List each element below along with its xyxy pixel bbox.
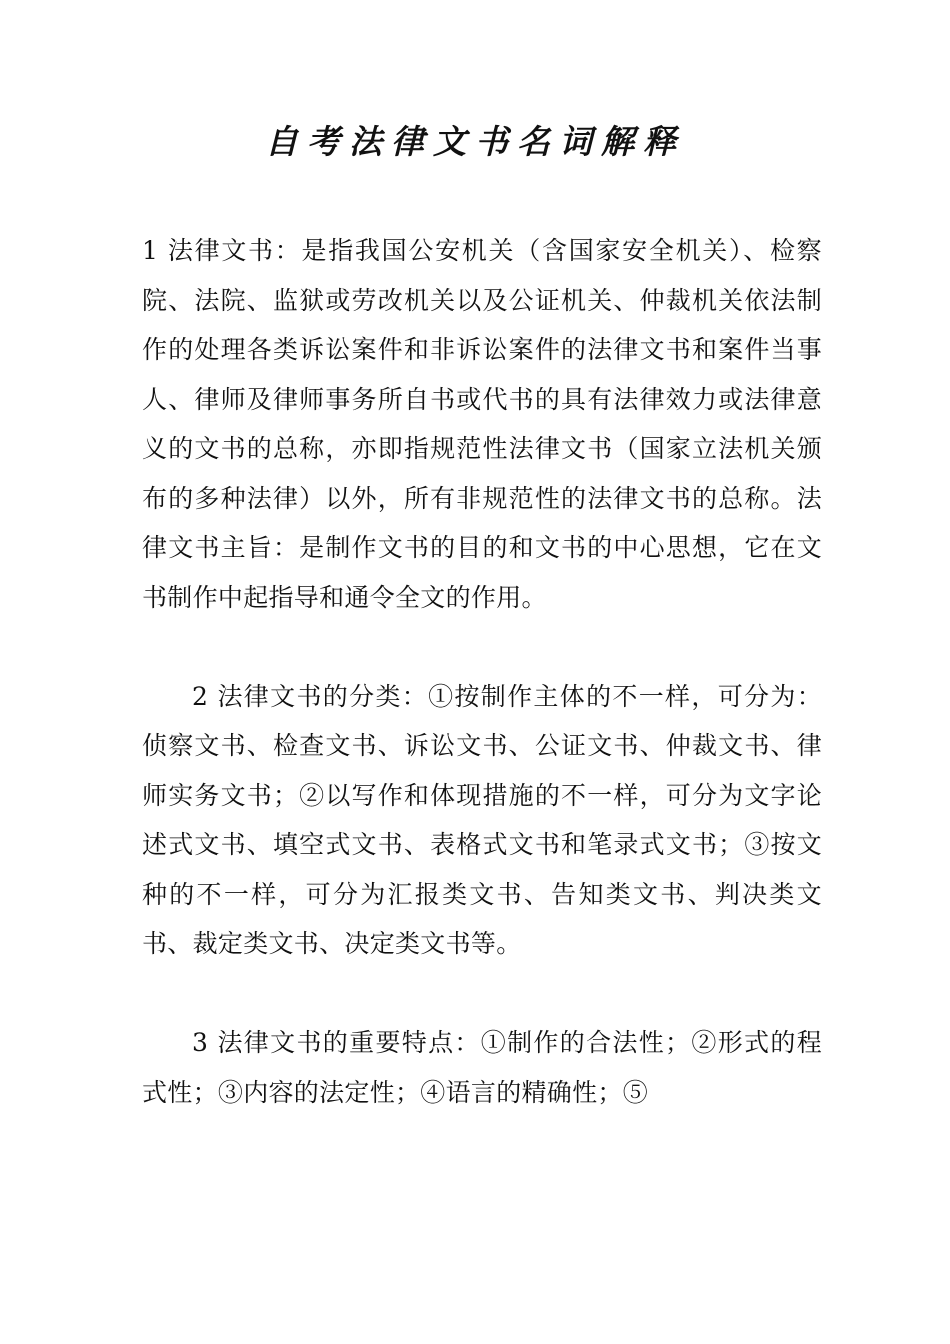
paragraph-spacer [142, 969, 822, 1019]
document-body [142, 226, 822, 1117]
paragraph-2: 2 法律文书的分类：①按制作主体的不一样，可分为：侦察文书、检查文书、诉讼文书、公证文书、仲裁文书、律师实务文书；②以写作和体现措施的不一样，可分为文字论述式文书、填空式文书、表格式文书和笔录式文书；③按文种的不一样，可分为汇报类文书、告知类文书、判决类文书、裁定类文书、决定类文书等。 [142, 681, 822, 958]
document-title: 自考法律文书名词解释 [265, 122, 685, 161]
paragraph-3: 3 法律文书的重要特点：①制作的合法性；②形式的程式性；③内容的法定性；④语言的精确性；⑤ [142, 1028, 822, 1107]
paragraph-1: 1 法律文书：是指我国公安机关（含国家安全机关）、检察院、法院、监狱或劳改机关以及公证机关、仲裁机关依法制作的处理各类诉讼案件和非诉讼案件的法律文书和案件当事人、律师及律师事务所自书或代书的具有法律效力或法律意义的文书的总称，亦即指规范性法律文书（国家立法机关颁布的多种法律）以外，所有非规范性的法律文书的总称。法律文书主旨：是制作文书的目的和文书的中心思想，它在文书制作中起指导和通令全文的作用。 [142, 236, 822, 612]
paragraph-spacer [142, 622, 822, 672]
